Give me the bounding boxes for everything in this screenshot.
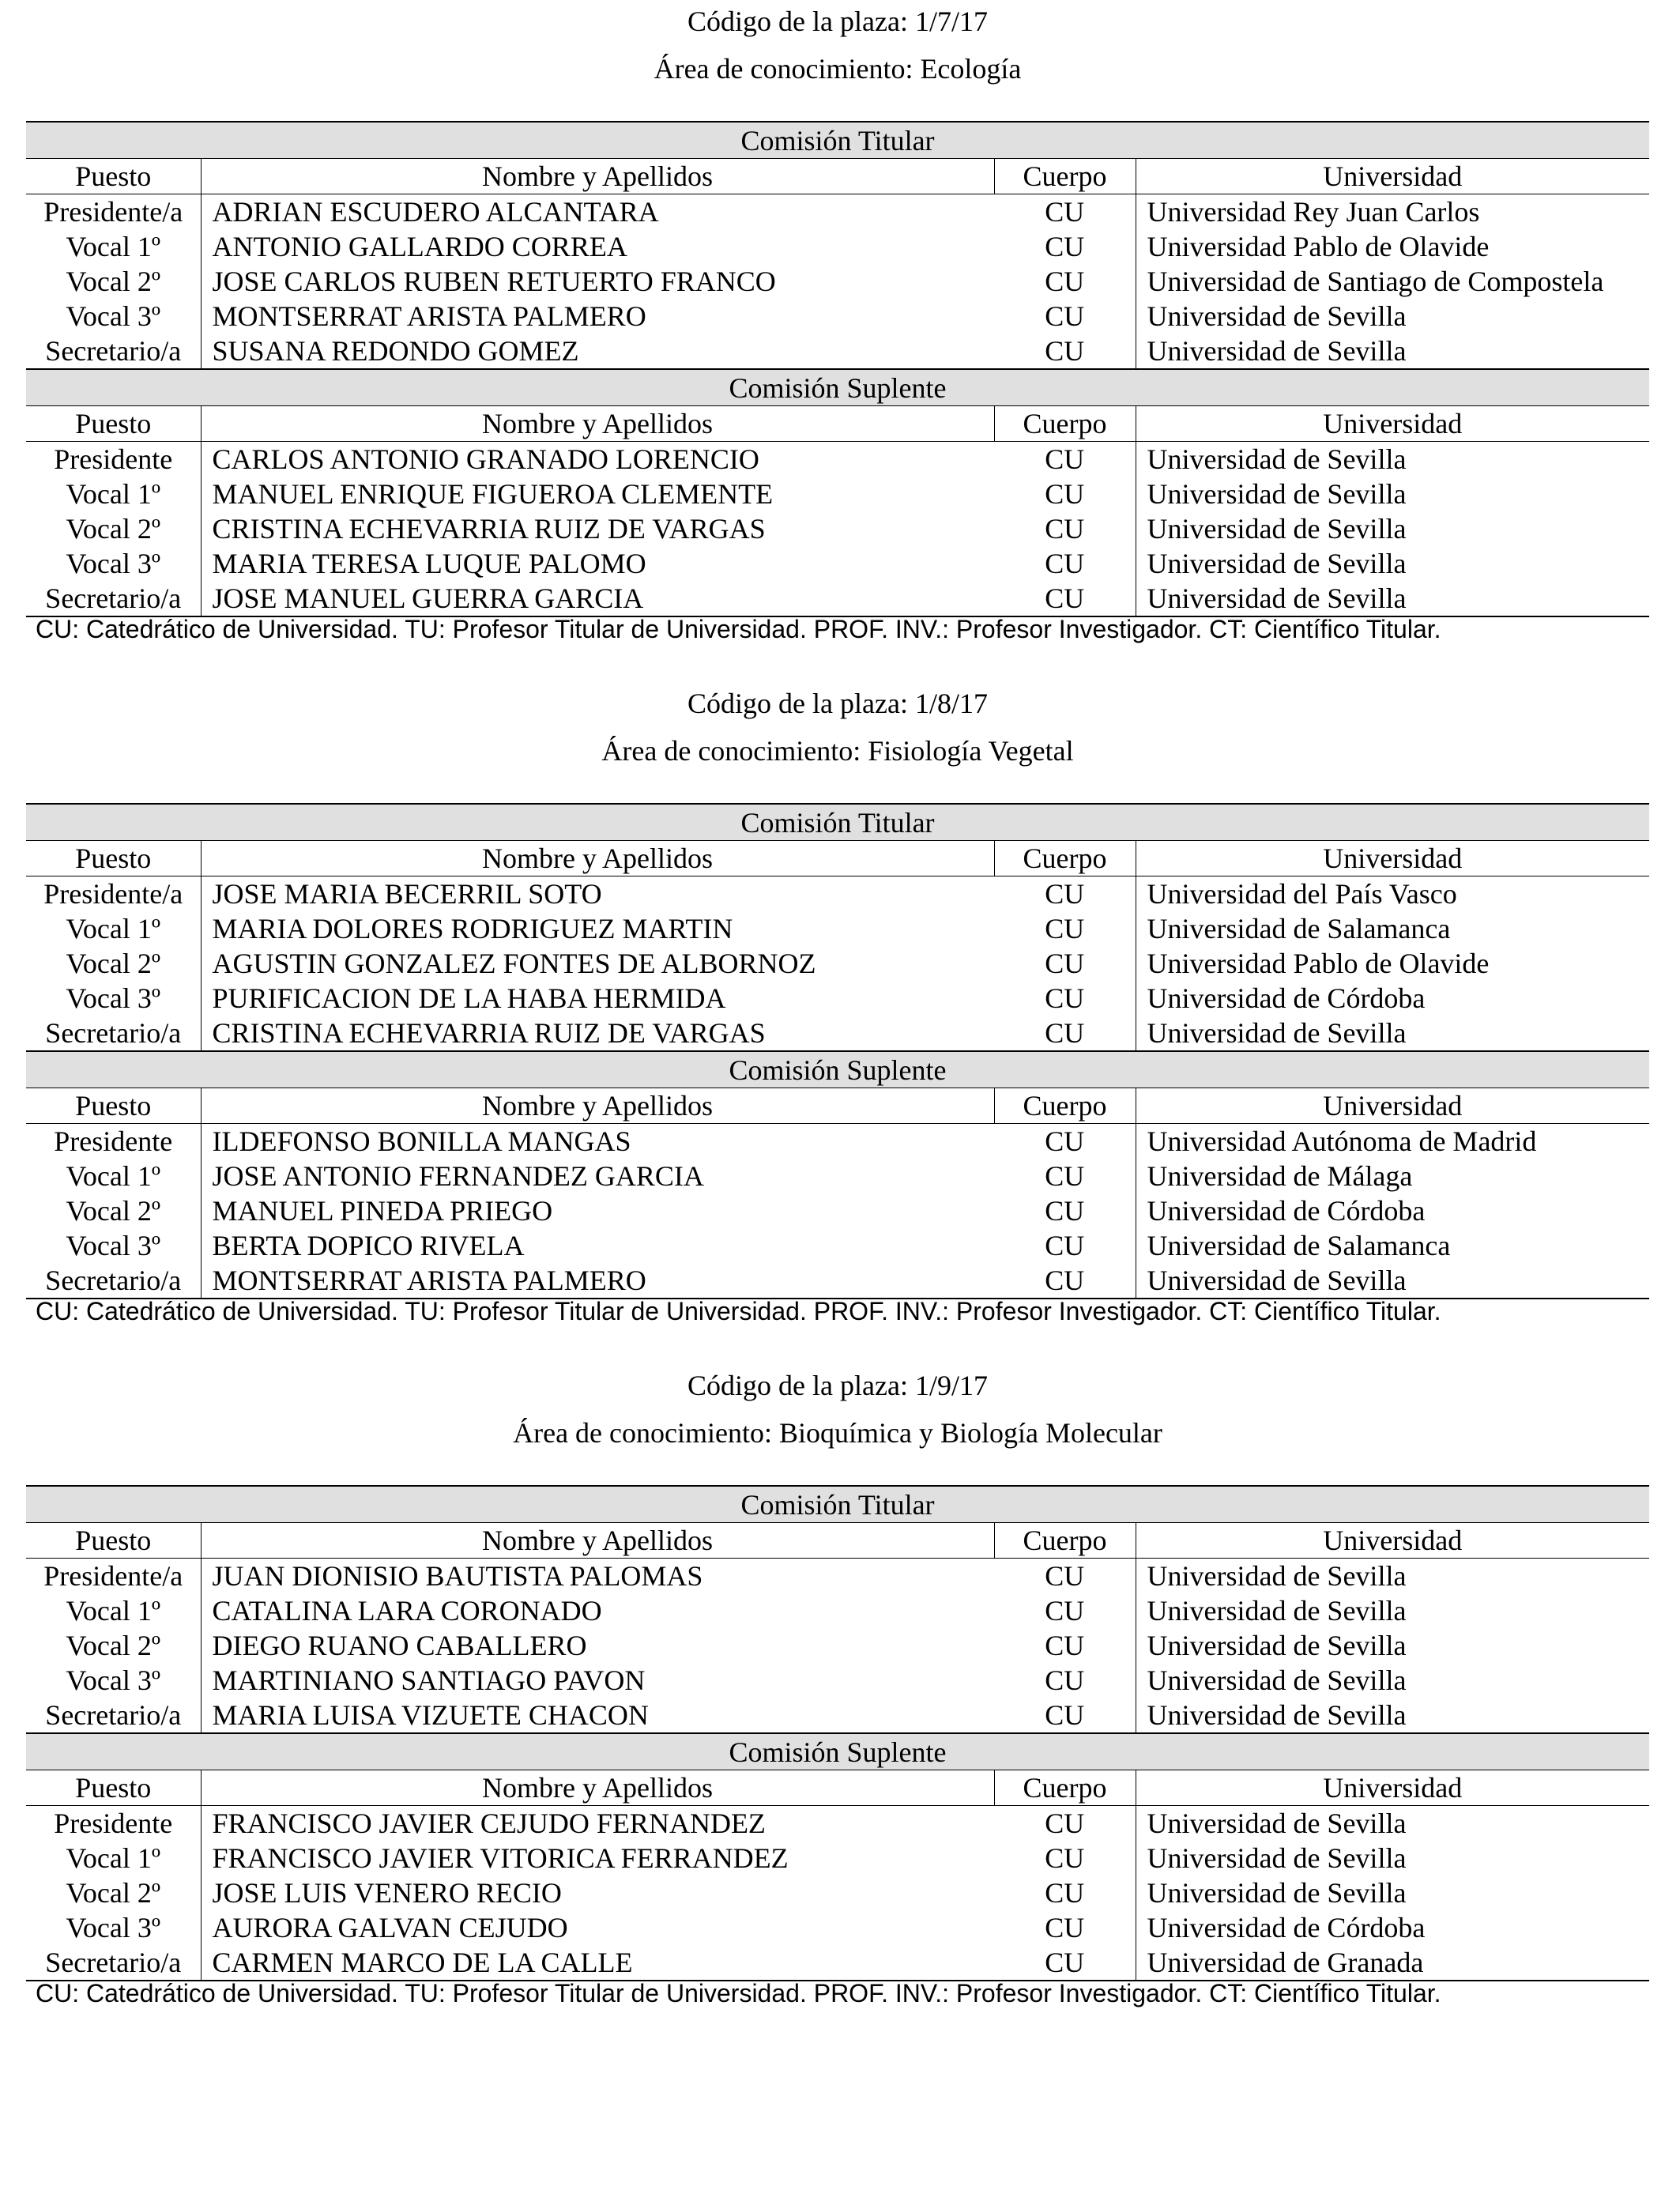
section-header-titular (26, 122, 1649, 159)
section-header-suplente (26, 1051, 1649, 1088)
commission-table (26, 803, 1649, 1299)
cell-cuerpo: CU (1045, 1017, 1085, 1049)
cell-universidad: Universidad de Sevilla (1136, 1593, 1649, 1628)
cell-universidad: Universidad de Sevilla (1136, 1263, 1649, 1299)
cell-cuerpo: CU (1045, 335, 1085, 367)
cell-universidad: Universidad de Sevilla (1136, 299, 1649, 334)
cell-puesto: Presidente (54, 1808, 173, 1839)
cell-universidad: Universidad Pablo de Olavide (1136, 229, 1649, 264)
cell-nombre: JOSE CARLOS RUBEN RETUERTO FRANCO (201, 264, 994, 299)
cell-cuerpo: CU (1045, 982, 1085, 1014)
cell-puesto: Secretario/a (45, 1017, 182, 1049)
cell-nombre: DIEGO RUANO CABALLERO (201, 1628, 994, 1663)
cell-universidad: Universidad de Salamanca (1136, 1228, 1649, 1263)
cell-nombre: JOSE MARIA BECERRIL SOTO (201, 876, 994, 912)
column-header-cuerpo: Cuerpo (994, 1088, 1136, 1124)
table-row (26, 911, 1649, 946)
cell-puesto: Vocal 1º (66, 1160, 160, 1192)
cell-cuerpo: CU (994, 1945, 1136, 1981)
section-header-suplente (26, 1733, 1649, 1770)
column-header-puesto: Puesto (26, 406, 201, 442)
cell-cuerpo: CU (1045, 513, 1085, 545)
cell-universidad: Universidad Autónoma de Madrid (1136, 1124, 1649, 1159)
section-title: Comisión Titular (26, 1486, 1649, 1523)
cell-nombre: JOSE LUIS VENERO RECIO (201, 1875, 994, 1910)
cell-puesto: Secretario/a (45, 335, 182, 367)
cell-universidad: Universidad de Córdoba (1136, 1193, 1649, 1228)
cell-universidad: Universidad de Salamanca (1136, 911, 1649, 946)
cell-universidad: Universidad de Sevilla (1136, 581, 1649, 616)
cell-puesto: Vocal 1º (66, 478, 160, 510)
cell-cuerpo: CU (1045, 1230, 1085, 1261)
cell-universidad: Universidad Rey Juan Carlos (1136, 194, 1649, 230)
cell-cuerpo: CU (1045, 878, 1085, 910)
cell-cuerpo: CU (994, 1263, 1136, 1299)
cell-cuerpo: CU (1045, 196, 1085, 228)
table-row (26, 1841, 1649, 1875)
cell-universidad: Universidad de Sevilla (1136, 1698, 1649, 1733)
cell-universidad: Universidad de Sevilla (1136, 1016, 1649, 1051)
table-row (26, 1910, 1649, 1945)
section-header-titular (26, 804, 1649, 841)
table-row (26, 1124, 1649, 1159)
cell-universidad: Universidad de Málaga (1136, 1159, 1649, 1193)
section-title: Comisión Titular (26, 804, 1649, 841)
cell-cuerpo: CU (1045, 1842, 1085, 1874)
column-header-nombre: Nombre y Apellidos (201, 1770, 994, 1806)
knowledge-area: Área de conocimiento: Ecología (654, 53, 1022, 85)
cell-puesto: Vocal 3º (66, 982, 160, 1014)
column-header-nombre: Nombre y Apellidos (201, 406, 994, 442)
column-header-puesto: Puesto (26, 1088, 201, 1124)
cell-cuerpo: CU (1045, 1195, 1085, 1227)
cell-universidad: Universidad de Sevilla (1136, 334, 1649, 369)
cell-universidad: Universidad de Sevilla (1136, 546, 1649, 581)
plaza-code: Código de la plaza: 1/7/17 (687, 6, 988, 37)
cell-nombre: AGUSTIN GONZALEZ FONTES DE ALBORNOZ (201, 946, 994, 981)
section-title: Comisión Suplente (26, 1051, 1649, 1088)
cell-universidad: Universidad de Sevilla (1136, 1841, 1649, 1875)
cell-puesto: Vocal 2º (66, 1195, 160, 1227)
plaza-code: Código de la plaza: 1/8/17 (687, 688, 988, 719)
column-header-cuerpo: Cuerpo (994, 841, 1136, 876)
cell-puesto: Presidente/a (43, 1560, 183, 1592)
cell-nombre: ILDEFONSO BONILLA MANGAS (201, 1124, 994, 1159)
cell-nombre: MONTSERRAT ARISTA PALMERO (201, 299, 994, 334)
cell-universidad: Universidad de Sevilla (1136, 1559, 1649, 1594)
column-header-cuerpo: Cuerpo (994, 1770, 1136, 1806)
column-header-puesto: Puesto (26, 1523, 201, 1559)
table-row (26, 442, 1649, 477)
cell-universidad: Universidad de Santiago de Compostela (1136, 264, 1649, 299)
cell-puesto: Vocal 1º (66, 1842, 160, 1874)
cell-universidad: Universidad de Sevilla (1136, 1628, 1649, 1663)
column-header-cuerpo: Cuerpo (994, 1523, 1136, 1559)
cell-universidad: Universidad de Sevilla (1136, 511, 1649, 546)
cell-cuerpo: CU (1045, 1912, 1085, 1943)
cell-cuerpo: CU (1045, 1808, 1085, 1839)
cell-nombre: MARIA TERESA LUQUE PALOMO (201, 546, 994, 581)
cell-nombre: BERTA DOPICO RIVELA (201, 1228, 994, 1263)
section-header-titular (26, 1486, 1649, 1523)
cell-puesto: Presidente/a (43, 196, 183, 228)
column-header-nombre: Nombre y Apellidos (201, 1088, 994, 1124)
table-row (26, 1593, 1649, 1628)
cell-puesto: Presidente (54, 1125, 173, 1157)
cell-nombre: CRISTINA ECHEVARRIA RUIZ DE VARGAS (201, 511, 994, 546)
column-header-nombre: Nombre y Apellidos (201, 159, 994, 194)
cell-puesto: Vocal 3º (66, 1664, 160, 1696)
table-row (26, 1559, 1649, 1594)
cell-cuerpo: CU (1045, 1560, 1085, 1592)
cell-nombre: CARMEN MARCO DE LA CALLE (201, 1945, 994, 1981)
table-row (26, 1628, 1649, 1663)
cell-puesto: Vocal 2º (66, 948, 160, 979)
cell-puesto: Vocal 3º (66, 1230, 160, 1261)
table-row (26, 1875, 1649, 1910)
table-row (26, 334, 1649, 369)
cell-puesto: Vocal 2º (66, 266, 160, 297)
cell-puesto: Secretario/a (45, 1699, 182, 1731)
cell-nombre: FRANCISCO JAVIER CEJUDO FERNANDEZ (201, 1806, 994, 1842)
column-header-universidad: Universidad (1136, 1770, 1649, 1806)
cell-cuerpo: CU (1045, 1125, 1085, 1157)
table-row (26, 1698, 1649, 1733)
cell-nombre: JOSE MANUEL GUERRA GARCIA (201, 581, 994, 616)
cell-nombre: MONTSERRAT ARISTA PALMERO (201, 1263, 994, 1299)
cell-puesto: Vocal 1º (66, 1595, 160, 1627)
column-header-universidad: Universidad (1136, 159, 1649, 194)
table-row (26, 1193, 1649, 1228)
cell-nombre: JOSE ANTONIO FERNANDEZ GARCIA (201, 1159, 994, 1193)
cell-universidad: Universidad Pablo de Olavide (1136, 946, 1649, 981)
cell-puesto: Vocal 2º (66, 1877, 160, 1909)
cell-puesto: Presidente (54, 443, 173, 475)
cell-cuerpo: CU (1045, 913, 1085, 944)
plaza-code: Código de la plaza: 1/9/17 (687, 1370, 988, 1401)
column-header-row (26, 1088, 1649, 1124)
cell-cuerpo: CU (994, 581, 1136, 616)
column-header-row (26, 159, 1649, 194)
section-title: Comisión Titular (26, 122, 1649, 159)
cell-cuerpo: CU (1045, 231, 1085, 262)
column-header-row (26, 841, 1649, 876)
cell-universidad: Universidad de Sevilla (1136, 1806, 1649, 1842)
table-row (26, 546, 1649, 581)
table-row (26, 1263, 1649, 1299)
cell-cuerpo: CU (1045, 266, 1085, 297)
cell-universidad: Universidad de Sevilla (1136, 1663, 1649, 1698)
column-header-nombre: Nombre y Apellidos (201, 841, 994, 876)
column-header-puesto: Puesto (26, 1770, 201, 1806)
cell-nombre: JUAN DIONISIO BAUTISTA PALOMAS (201, 1559, 994, 1594)
cell-cuerpo: CU (1045, 548, 1085, 579)
cell-cuerpo: CU (1045, 1877, 1085, 1909)
commission-table (26, 121, 1649, 617)
cell-universidad: Universidad de Córdoba (1136, 981, 1649, 1016)
cell-cuerpo: CU (1045, 1160, 1085, 1192)
table-row (26, 511, 1649, 546)
cell-cuerpo: CU (1045, 300, 1085, 332)
section-title: Comisión Suplente (26, 1733, 1649, 1770)
table-row (26, 981, 1649, 1016)
cell-nombre: MARTINIANO SANTIAGO PAVON (201, 1663, 994, 1698)
cell-nombre: SUSANA REDONDO GOMEZ (201, 334, 994, 369)
cell-nombre: PURIFICACION DE LA HABA HERMIDA (201, 981, 994, 1016)
table-row (26, 229, 1649, 264)
column-header-cuerpo: Cuerpo (994, 159, 1136, 194)
table-row (26, 1806, 1649, 1842)
cell-nombre: AURORA GALVAN CEJUDO (201, 1910, 994, 1945)
cell-puesto: Secretario/a (26, 1945, 201, 1981)
table-row (26, 581, 1649, 616)
table-row (26, 1016, 1649, 1051)
knowledge-area: Área de conocimiento: Fisiología Vegetal (601, 735, 1074, 767)
cell-nombre: MARIA LUISA VIZUETE CHACON (201, 1698, 994, 1733)
column-header-universidad: Universidad (1136, 841, 1649, 876)
abbreviation-footnote: CU: Catedrático de Universidad. TU: Profesor Titular de Universidad. PROF. INV.: Profesor Investigador. CT: Científico Titular. (36, 615, 1441, 643)
cell-nombre: FRANCISCO JAVIER VITORICA FERRANDEZ (201, 1841, 994, 1875)
column-header-puesto: Puesto (26, 159, 201, 194)
cell-nombre: ADRIAN ESCUDERO ALCANTARA (201, 194, 994, 230)
cell-cuerpo: CU (1045, 948, 1085, 979)
table-row (26, 264, 1649, 299)
table-row (26, 194, 1649, 230)
cell-nombre: MANUEL PINEDA PRIEGO (201, 1193, 994, 1228)
abbreviation-footnote: CU: Catedrático de Universidad. TU: Profesor Titular de Universidad. PROF. INV.: Profesor Investigador. CT: Científico Titular. (36, 1979, 1441, 2007)
cell-nombre: CRISTINA ECHEVARRIA RUIZ DE VARGAS (201, 1016, 994, 1051)
cell-cuerpo: CU (1045, 478, 1085, 510)
cell-cuerpo: CU (1045, 1699, 1085, 1731)
table-row (26, 876, 1649, 912)
section-header-suplente (26, 369, 1649, 406)
cell-puesto: Vocal 1º (66, 231, 160, 262)
table-row (26, 1228, 1649, 1263)
table-row (26, 1663, 1649, 1698)
cell-cuerpo: CU (1045, 1630, 1085, 1661)
cell-puesto: Vocal 3º (66, 300, 160, 332)
cell-nombre: CARLOS ANTONIO GRANADO LORENCIO (201, 442, 994, 477)
cell-nombre: CATALINA LARA CORONADO (201, 1593, 994, 1628)
column-header-universidad: Universidad (1136, 1523, 1649, 1559)
column-header-row (26, 406, 1649, 442)
table-row (26, 1945, 1649, 1981)
column-header-puesto: Puesto (26, 841, 201, 876)
cell-puesto: Secretario/a (26, 581, 201, 616)
cell-nombre: ANTONIO GALLARDO CORREA (201, 229, 994, 264)
cell-universidad: Universidad de Córdoba (1136, 1910, 1649, 1945)
cell-cuerpo: CU (1045, 1595, 1085, 1627)
table-row (26, 946, 1649, 981)
cell-puesto: Vocal 1º (66, 913, 160, 944)
cell-puesto: Vocal 2º (66, 513, 160, 545)
column-header-row (26, 1523, 1649, 1559)
column-header-universidad: Universidad (1136, 406, 1649, 442)
table-row (26, 299, 1649, 334)
column-header-row (26, 1770, 1649, 1806)
commission-table (26, 1485, 1649, 1981)
table-row (26, 477, 1649, 511)
cell-universidad: Universidad del País Vasco (1136, 876, 1649, 912)
section-title: Comisión Suplente (26, 369, 1649, 406)
column-header-universidad: Universidad (1136, 1088, 1649, 1124)
cell-puesto: Vocal 3º (66, 548, 160, 579)
cell-nombre: MANUEL ENRIQUE FIGUEROA CLEMENTE (201, 477, 994, 511)
cell-cuerpo: CU (1045, 1664, 1085, 1696)
cell-puesto: Presidente/a (43, 878, 183, 910)
cell-puesto: Secretario/a (26, 1263, 201, 1299)
table-row (26, 1159, 1649, 1193)
column-header-nombre: Nombre y Apellidos (201, 1523, 994, 1559)
cell-nombre: MARIA DOLORES RODRIGUEZ MARTIN (201, 911, 994, 946)
cell-puesto: Vocal 2º (66, 1630, 160, 1661)
cell-universidad: Universidad de Sevilla (1136, 1875, 1649, 1910)
cell-universidad: Universidad de Sevilla (1136, 442, 1649, 477)
knowledge-area: Área de conocimiento: Bioquímica y Biología Molecular (513, 1417, 1162, 1449)
column-header-cuerpo: Cuerpo (994, 406, 1136, 442)
cell-cuerpo: CU (1045, 443, 1085, 475)
cell-puesto: Vocal 3º (66, 1912, 160, 1943)
cell-universidad: Universidad de Sevilla (1136, 477, 1649, 511)
abbreviation-footnote: CU: Catedrático de Universidad. TU: Profesor Titular de Universidad. PROF. INV.: Profesor Investigador. CT: Científico Titular. (36, 1297, 1441, 1325)
cell-universidad: Universidad de Granada (1136, 1945, 1649, 1981)
